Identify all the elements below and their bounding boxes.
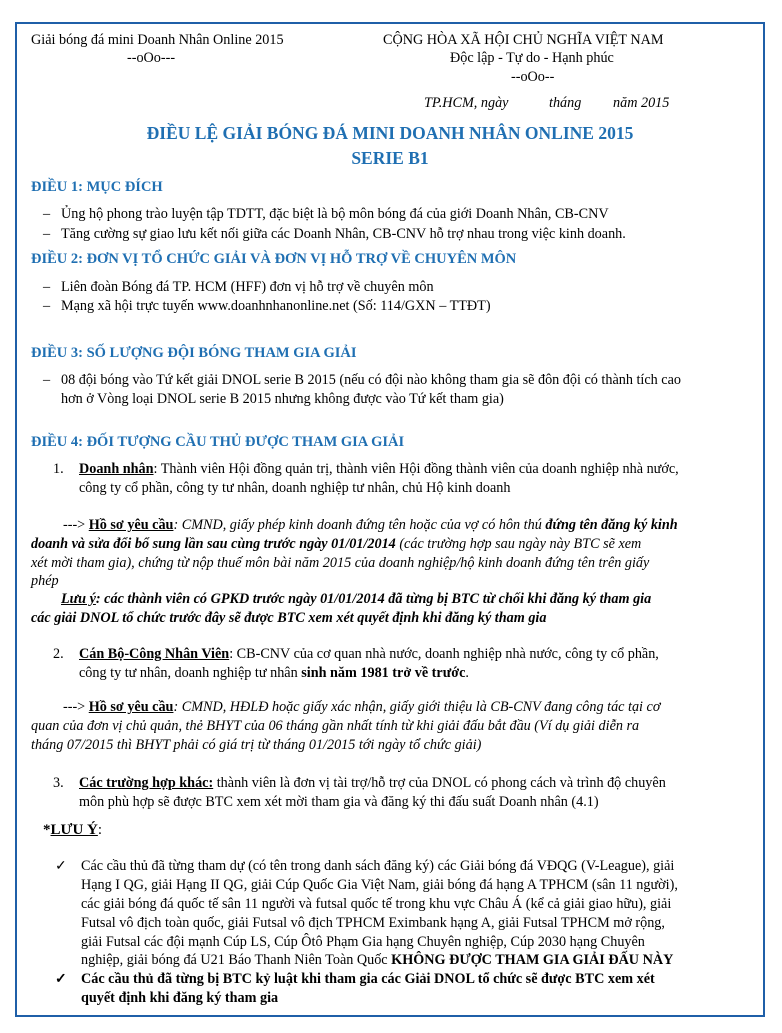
arrow-icon: ---> [63,699,89,715]
organizer-name: Giải bóng đá mini Doanh Nhân Online 2015 [31,32,284,48]
item-1-text: : Thành viên Hội đồng quản trị, thành viên Hội đồng thành viên của doanh nghiệp nhà nước, [153,461,679,477]
hoso-line: doanh và sửa đổi bổ sung lần sau cùng trước ngày 01/01/2014 (các trường hợp sau ngày này BTC sẽ xem [31,536,642,552]
section-1-item: Ủng hộ phong trào luyện tập TDTT, đặc biệt là bộ môn bóng đá của giới Doanh Nhân, CB-CNV [61,206,609,222]
document-title: ĐIỀU LỆ GIẢI BÓNG ĐÁ MINI DOANH NHÂN ONLINE 2015 [146,123,634,143]
date-month: tháng [549,95,582,111]
item-1-line: công ty cổ phần, công ty tư nhân, doanh nghiệp tư nhân, chủ Hộ kinh doanh [79,480,511,496]
note-1-line: Hạng I QG, giải Hạng II QG, giải Cúp Quốc Gia Việt Nam, giải bóng đá hạng A TPHCM (sân 11 người), [81,877,678,893]
item-3-line: môn phù hợp sẽ được BTC xem xét mời tham gia và đăng ký thi đấu suất Doanh nhân (4.1) [79,794,599,810]
note-1-line: các giải bóng đá quốc tế sân 11 người và futsal quốc tế trong khu vực Châu Á (kể cả giải giao hữu), giải [81,896,672,912]
item-2-label: Cán Bộ-Công Nhân Viên [79,646,230,662]
item-1-line [79,460,679,478]
date-place: TP.HCM, ngày [424,95,509,111]
note-1-line: Các cầu thủ đã từng tham dự (có tên trong danh sách đăng ký) các Giải bóng đá VĐQG (V-League), giải [81,858,675,874]
list-number: 3. [53,775,64,791]
section-3-heading: ĐIỀU 3: SỐ LƯỢNG ĐỘI BÓNG THAM GIA GIẢI [31,345,357,361]
note-2-line: Các cầu thủ đã từng bị BTC kỷ luật khi tham gia các Giải DNOL tổ chức sẽ được BTC xem xét [81,971,655,987]
section-1-item: Tăng cường sự giao lưu kết nối giữa các Doanh Nhân, CB-CNV hỗ trợ nhau trong việc kinh doanh. [61,226,626,242]
note-1-line: nghiệp, giải bóng đá U21 Báo Thanh Niên Toàn Quốc KHÔNG ĐƯỢC THAM GIA GIẢI ĐẤU NÀY [81,952,674,968]
section-1-heading: ĐIỀU 1: MỤC ĐÍCH [31,179,163,195]
dash-icon: – [43,372,51,388]
dash-icon: – [43,206,51,222]
date-year: năm 2015 [613,95,670,111]
section-2-heading: ĐIỀU 2: ĐƠN VỊ TỔ CHỨC GIẢI VÀ ĐƠN VỊ HỖ TRỢ VỀ CHUYÊN MÔN [31,251,517,267]
hoso-line: ---> Hồ sơ yêu cầu: CMND, giấy phép kinh doanh đứng tên hoặc của vợ có hôn thú đứng tên đăng ký kinh [63,517,678,533]
organizer-ornament: --oOo--- [127,50,176,66]
hoso-line: xét mời tham gia), chứng từ nộp thuế môn bài năm 2015 của doanh nghiệp/hộ kinh doanh đứng tên trên giấy [31,555,650,571]
section-2-item: Mạng xã hội trực tuyến www.doanhnhanonline.net (Số: 114/GXN – TTĐT) [61,298,491,314]
luuy-line: Lưu ý: các thành viên có GPKD trước ngày 01/01/2014 đã từng bị BTC từ chối khi đăng ký tham gia [61,591,652,607]
hoso-line: tháng 07/2015 thì BHYT phải có giá trị từ tháng 01/2015 tới ngày tổ chức giải) [31,737,482,753]
luuy-line: các giải DNOL tổ chức trước đây sẽ được BTC xem xét quyết định khi đăng ký tham gia [31,610,547,626]
item-3-line: Các trường hợp khác: thành viên là đơn vị tài trợ/hỗ trợ của DNOL có phong cách và trình độ chuyên [79,775,666,791]
national-motto: Độc lập - Tự do - Hạnh phúc [450,50,614,66]
hoso-line: ---> Hồ sơ yêu cầu: CMND, HĐLĐ hoặc giấy xác nhận, giấy giới thiệu là CB-CNV đang công tác tại cơ [63,699,661,715]
dash-icon: – [43,279,51,295]
list-number: 2. [53,646,64,662]
hoso-line: quan của đơn vị chủ quản, thẻ BHYT của 06 tháng gần nhất tính từ khi giải đấu bắt đầu (Ví dụ giải diễn ra [31,718,640,734]
document-subtitle: SERIE B1 [351,148,429,168]
section-3-item-line: 08 đội bóng vào Tứ kết giải DNOL serie B 2015 (nếu có đội nào không tham gia sẽ đôn đội có thành tích cao [61,372,681,388]
section-4-heading: ĐIỀU 4: ĐỐI TƯỢNG CẦU THỦ ĐƯỢC THAM GIA GIẢI [31,434,405,450]
dash-icon: – [43,226,51,242]
note-1-line: Futsal vô địch toàn quốc, giải Futsal vô địch TPHCM Eximbank hạng A, giải Futsal TPHCM mở rộng, [81,915,665,931]
national-title: CỘNG HÒA XÃ HỘI CHỦ NGHĨA VIỆT NAM [383,32,664,48]
national-ornament: --oOo-- [511,69,555,85]
luuy-label: Lưu ý [61,591,96,607]
item-2-line: công ty tư nhân, doanh nghiệp tư nhân sinh năm 1981 trở về trước. [79,665,469,681]
section-3-item-line: hơn ở Vòng loại DNOL serie B 2015 nhưng không được vào Tứ kết tham gia) [61,391,504,407]
item-2-line: Cán Bộ-Công Nhân Viên: CB-CNV của cơ quan nhà nước, doanh nghiệp nhà nước, công ty cổ phần, [79,646,659,662]
dash-icon: – [43,298,51,314]
hoso-line: phép [31,573,59,589]
note-heading: *LƯU Ý: [43,822,103,838]
check-icon: ✓ [55,858,67,874]
list-number: 1. [53,461,64,477]
arrow-icon: ---> [63,517,89,533]
item-3-label: Các trường hợp khác: [79,775,214,791]
item-1-label: Doanh nhân [79,461,154,477]
hoso-label: Hồ sơ yêu cầu [88,699,174,715]
note-2-line: quyết định khi đăng ký tham gia [81,990,279,1006]
note-1-line: giải Futsal các đội mạnh Cúp LS, Cúp Ôtô Phạm Gia hạng Chuyên nghiệp, Cúp 2030 hạng Chuyên [81,934,645,950]
section-2-item: Liên đoàn Bóng đá TP. HCM (HFF) đơn vị hỗ trợ về chuyên môn [61,279,434,295]
hoso-label: Hồ sơ yêu cầu [88,517,174,533]
check-icon: ✓ [55,971,67,987]
document-page [15,22,765,1017]
